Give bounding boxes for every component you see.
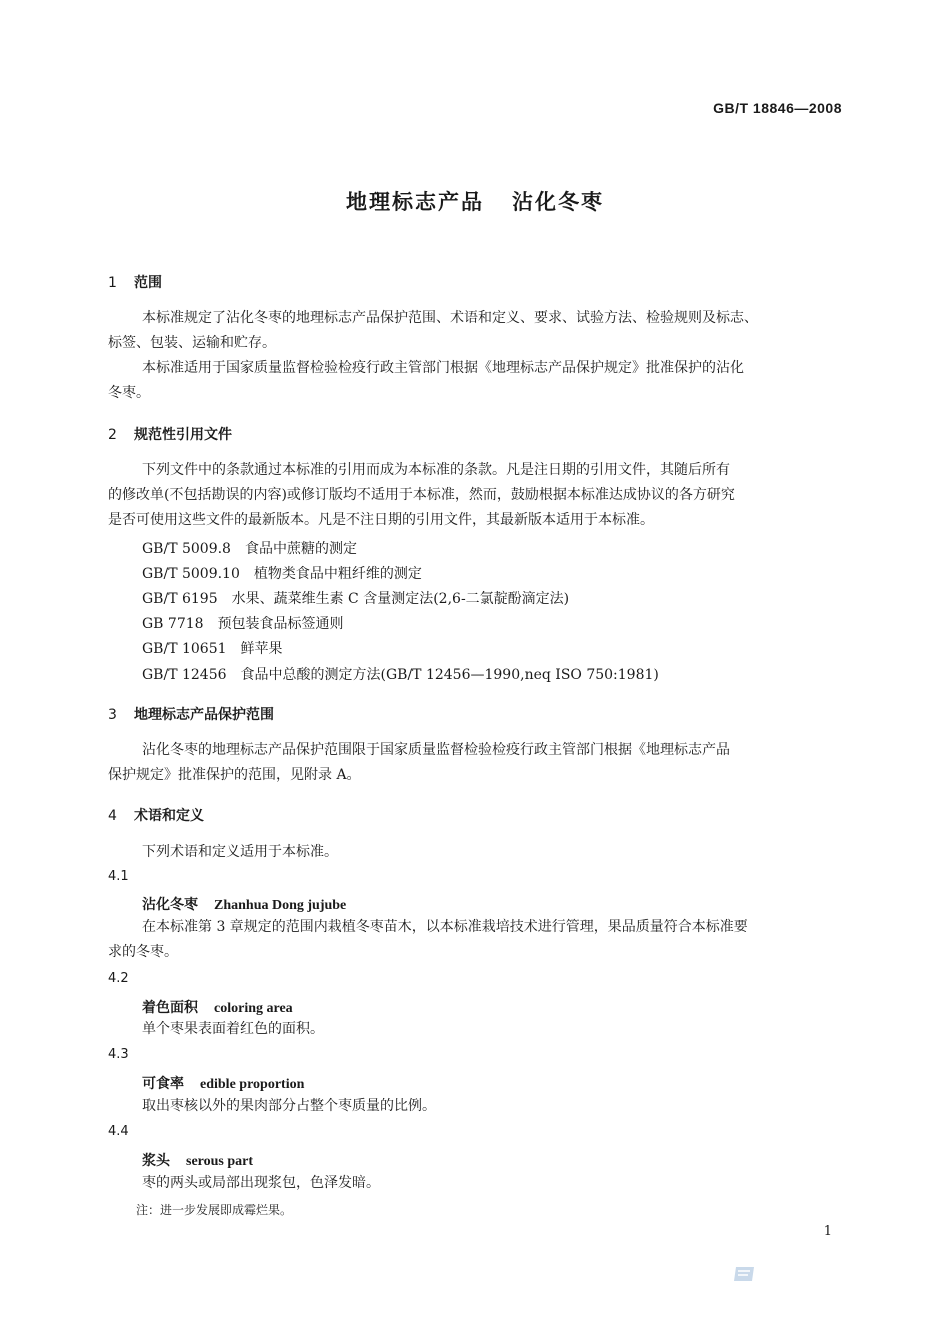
term-english: serous part bbox=[186, 1154, 254, 1169]
term-english: edible proportion bbox=[200, 1077, 305, 1092]
term-heading bbox=[142, 1150, 253, 1170]
watermark-logo-icon bbox=[732, 1265, 756, 1285]
scope-para-1-line-1: 本标准规定了沾化冬枣的地理标志产品保护范围、术语和定义、要求、试验方法、检验规则及标志、 bbox=[142, 310, 758, 326]
reference-code: GB/T 5009.10 bbox=[142, 566, 240, 582]
scope-para-1-line-2: 标签、包装、运输和贮存。 bbox=[108, 335, 276, 351]
references-intro-line-1: 下列文件中的条款通过本标准的引用而成为本标准的条款。凡是注日期的引用文件，其随后所有 bbox=[142, 462, 730, 478]
standard-code: GB/T 18846—2008 bbox=[713, 100, 842, 116]
term-english: Zhanhua Dong jujube bbox=[214, 898, 347, 913]
reference-title: 植物类食品中粗纤维的测定 bbox=[253, 566, 422, 582]
references-intro-line-2: 的修改单(不包括勘误的内容)或修订版均不适用于本标准，然而，鼓励根据本标准达成协议的各方研究 bbox=[108, 487, 735, 503]
reference-code: GB/T 5009.8 bbox=[142, 541, 231, 557]
term-definition-line-1: 在本标准第 3 章规定的范围内栽植冬枣苗木，以本标准栽培技术进行管理，果品质量符合本标准要 bbox=[142, 919, 748, 935]
section-1-heading bbox=[108, 272, 162, 292]
reference-code: GB/T 12456 bbox=[142, 667, 227, 683]
reference-title: 食品中蔗糖的测定 bbox=[244, 541, 357, 557]
protection-para-line-1: 沾化冬枣的地理标志产品保护范围限于国家质量监督检验检疫行政主管部门根据《地理标志产品 bbox=[142, 742, 730, 758]
term-heading bbox=[142, 1073, 304, 1093]
term-definition-line-2: 求的冬枣。 bbox=[108, 944, 178, 960]
page-number: 1 bbox=[823, 1224, 832, 1239]
term-heading bbox=[142, 997, 293, 1017]
reference-item bbox=[142, 588, 569, 608]
scope-para-2-line-2: 冬枣。 bbox=[108, 385, 150, 401]
reference-item bbox=[142, 563, 422, 583]
section-2-heading bbox=[108, 424, 232, 444]
term-definition: 枣的两头或局部出现浆包，色泽发暗。 bbox=[142, 1175, 380, 1191]
term-chinese: 可食率 bbox=[142, 1076, 184, 1092]
reference-code: GB/T 10651 bbox=[142, 641, 227, 657]
reference-code: GB/T 6195 bbox=[142, 591, 218, 607]
section-title: 地理标志产品保护范围 bbox=[134, 707, 274, 723]
reference-item bbox=[142, 538, 357, 558]
reference-title: 鲜苹果 bbox=[240, 641, 283, 657]
section-title: 规范性引用文件 bbox=[134, 427, 232, 443]
reference-title: 水果、蔬菜维生素 C 含量测定法(2,6-二氯靛酚滴定法) bbox=[231, 591, 570, 607]
section-number: 2 bbox=[108, 427, 117, 443]
title-part-2: 沾化冬枣 bbox=[512, 190, 604, 214]
section-4-heading bbox=[108, 805, 204, 825]
section-number: 3 bbox=[108, 707, 117, 723]
term-chinese: 着色面积 bbox=[142, 1000, 198, 1016]
protection-para-line-2: 保护规定》批准保护的范围，见附录 A。 bbox=[108, 767, 361, 783]
terms-intro: 下列术语和定义适用于本标准。 bbox=[142, 844, 338, 860]
term-number: 4.1 bbox=[108, 869, 129, 884]
term-note: 注：进一步发展即成霉烂果。 bbox=[136, 1203, 293, 1217]
term-chinese: 沾化冬枣 bbox=[142, 897, 198, 913]
term-number: 4.2 bbox=[108, 971, 129, 986]
term-number: 4.3 bbox=[108, 1047, 129, 1062]
reference-item bbox=[142, 638, 283, 658]
reference-code: GB 7718 bbox=[142, 616, 204, 632]
term-definition: 取出枣核以外的果肉部分占整个枣质量的比例。 bbox=[142, 1098, 436, 1114]
term-chinese: 浆头 bbox=[142, 1153, 170, 1169]
reference-item bbox=[142, 664, 659, 684]
term-english: coloring area bbox=[214, 1001, 293, 1016]
section-number: 4 bbox=[108, 808, 117, 824]
term-number: 4.4 bbox=[108, 1124, 129, 1139]
scope-para-2-line-1: 本标准适用于国家质量监督检验检疫行政主管部门根据《地理标志产品保护规定》批准保护的沾化 bbox=[142, 360, 744, 376]
reference-title: 预包装食品标签通则 bbox=[217, 616, 344, 632]
section-title: 范围 bbox=[134, 275, 162, 291]
section-number: 1 bbox=[108, 275, 117, 291]
document-title bbox=[0, 186, 950, 216]
reference-item bbox=[142, 613, 344, 633]
references-intro-line-3: 是否可使用这些文件的最新版本。凡是不注日期的引用文件，其最新版本适用于本标准。 bbox=[108, 512, 654, 528]
reference-title: 食品中总酸的测定方法(GB/T 12456—1990,neq ISO 750:1981) bbox=[240, 667, 659, 683]
title-part-1: 地理标志产品 bbox=[346, 190, 484, 214]
section-3-heading bbox=[108, 704, 274, 724]
term-heading bbox=[142, 894, 346, 914]
section-title: 术语和定义 bbox=[134, 808, 204, 824]
term-definition: 单个枣果表面着红色的面积。 bbox=[142, 1021, 324, 1037]
